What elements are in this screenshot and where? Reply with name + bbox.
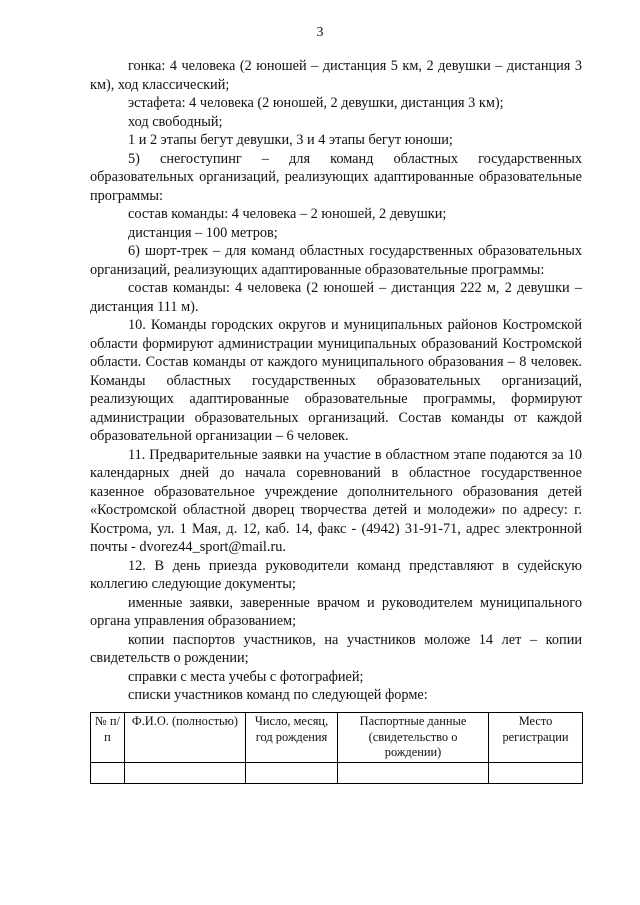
table-header-row: [91, 713, 583, 763]
paragraph-named-applications: именные заявки, заверенные врачом и руководителем муниципального органа управления образованием;: [90, 594, 582, 629]
paragraph-snowshoe-team: состав команды: 4 человека – 2 юношей, 2 девушки;: [128, 206, 447, 222]
table-header-birth-date: Число, месяц, год рождения: [246, 713, 338, 763]
table-header-number: № п/п: [91, 713, 125, 763]
paragraph-free-style: ход свободный;: [128, 113, 223, 130]
paragraph-relay: эстафета: 4 человека (2 юношей, 2 девушки, дистанция 3 км);: [128, 95, 504, 111]
paragraph-section-12: 12. В день приезда руководители команд представляют в судейскую коллегию следующие документы;: [90, 557, 582, 592]
paragraph-team-lists: списки участников команд по следующей форме:: [128, 687, 428, 703]
table-header-passport: Паспортные данные (свидетельство о рождении): [338, 713, 489, 763]
table-cell: [338, 762, 489, 783]
paragraph-passport-copies: копии паспортов участников, на участников моложе 14 лет – копии свидетельств о рождении;: [90, 631, 582, 666]
paragraph-race: гонка: 4 человека (2 юношей – дистанция 5 км, 2 девушки – дистанция 3 км), ход классический;: [90, 58, 582, 93]
participants-form-table: [90, 712, 583, 784]
table-cell: [489, 762, 583, 783]
table-header-registration: Место регистрации: [489, 713, 583, 763]
document-body: [90, 57, 582, 705]
paragraph-section-10: 10. Команды городских округов и муниципальных районов Костромской области формируют администрации муниципальных образований Костромской области. Состав команды от каждого муниципального образования – 8 человек. Команды областных государственных образовательных организаций, реализующих адаптированные образовательные программы, формируют администрации образовательных организаций. Состав команды от каждой образовательной организации – 6 человек.: [90, 317, 582, 444]
table-row: [91, 762, 583, 783]
paragraph-short-track: 6) шорт-трек – для команд областных государственных образовательных организаций, реализующих адаптированные образовательные программы:: [90, 243, 582, 278]
paragraph-section-11: 11. Предварительные заявки на участие в областном этапе подаются за 10 календарных дней до начала соревнований в областное государственное казенное образовательное учреждение дополнительного образования детей «Костромской областной дворец творчества детей и молодежи» по адресу: г. Кострома, ул. 1 Мая, д. 12, каб. 14, факс - (4942) 31-91-71, адрес электронной почты - dvorez44_sport@mail.ru.: [90, 446, 582, 555]
page-number: 3: [316, 25, 324, 40]
paragraph-snowshoe: 5) снегоступинг – для команд областных государственных образовательных организаций, реализующих адаптированные образовательные программы:: [90, 150, 582, 204]
table-header-full-name: Ф.И.О. (полностью): [125, 713, 246, 763]
paragraph-stages: 1 и 2 этапы бегут девушки, 3 и 4 этапы бегут юноши;: [128, 132, 453, 148]
paragraph-snowshoe-distance: дистанция – 100 метров;: [128, 224, 278, 241]
table-cell: [91, 762, 125, 783]
table-cell: [125, 762, 246, 783]
paragraph-short-track-team: состав команды: 4 человека (2 юношей – дистанция 222 м, 2 девушки – дистанция 111 м).: [90, 280, 582, 315]
paragraph-school-certificates: справки с места учебы с фотографией;: [128, 668, 364, 685]
table-cell: [246, 762, 338, 783]
